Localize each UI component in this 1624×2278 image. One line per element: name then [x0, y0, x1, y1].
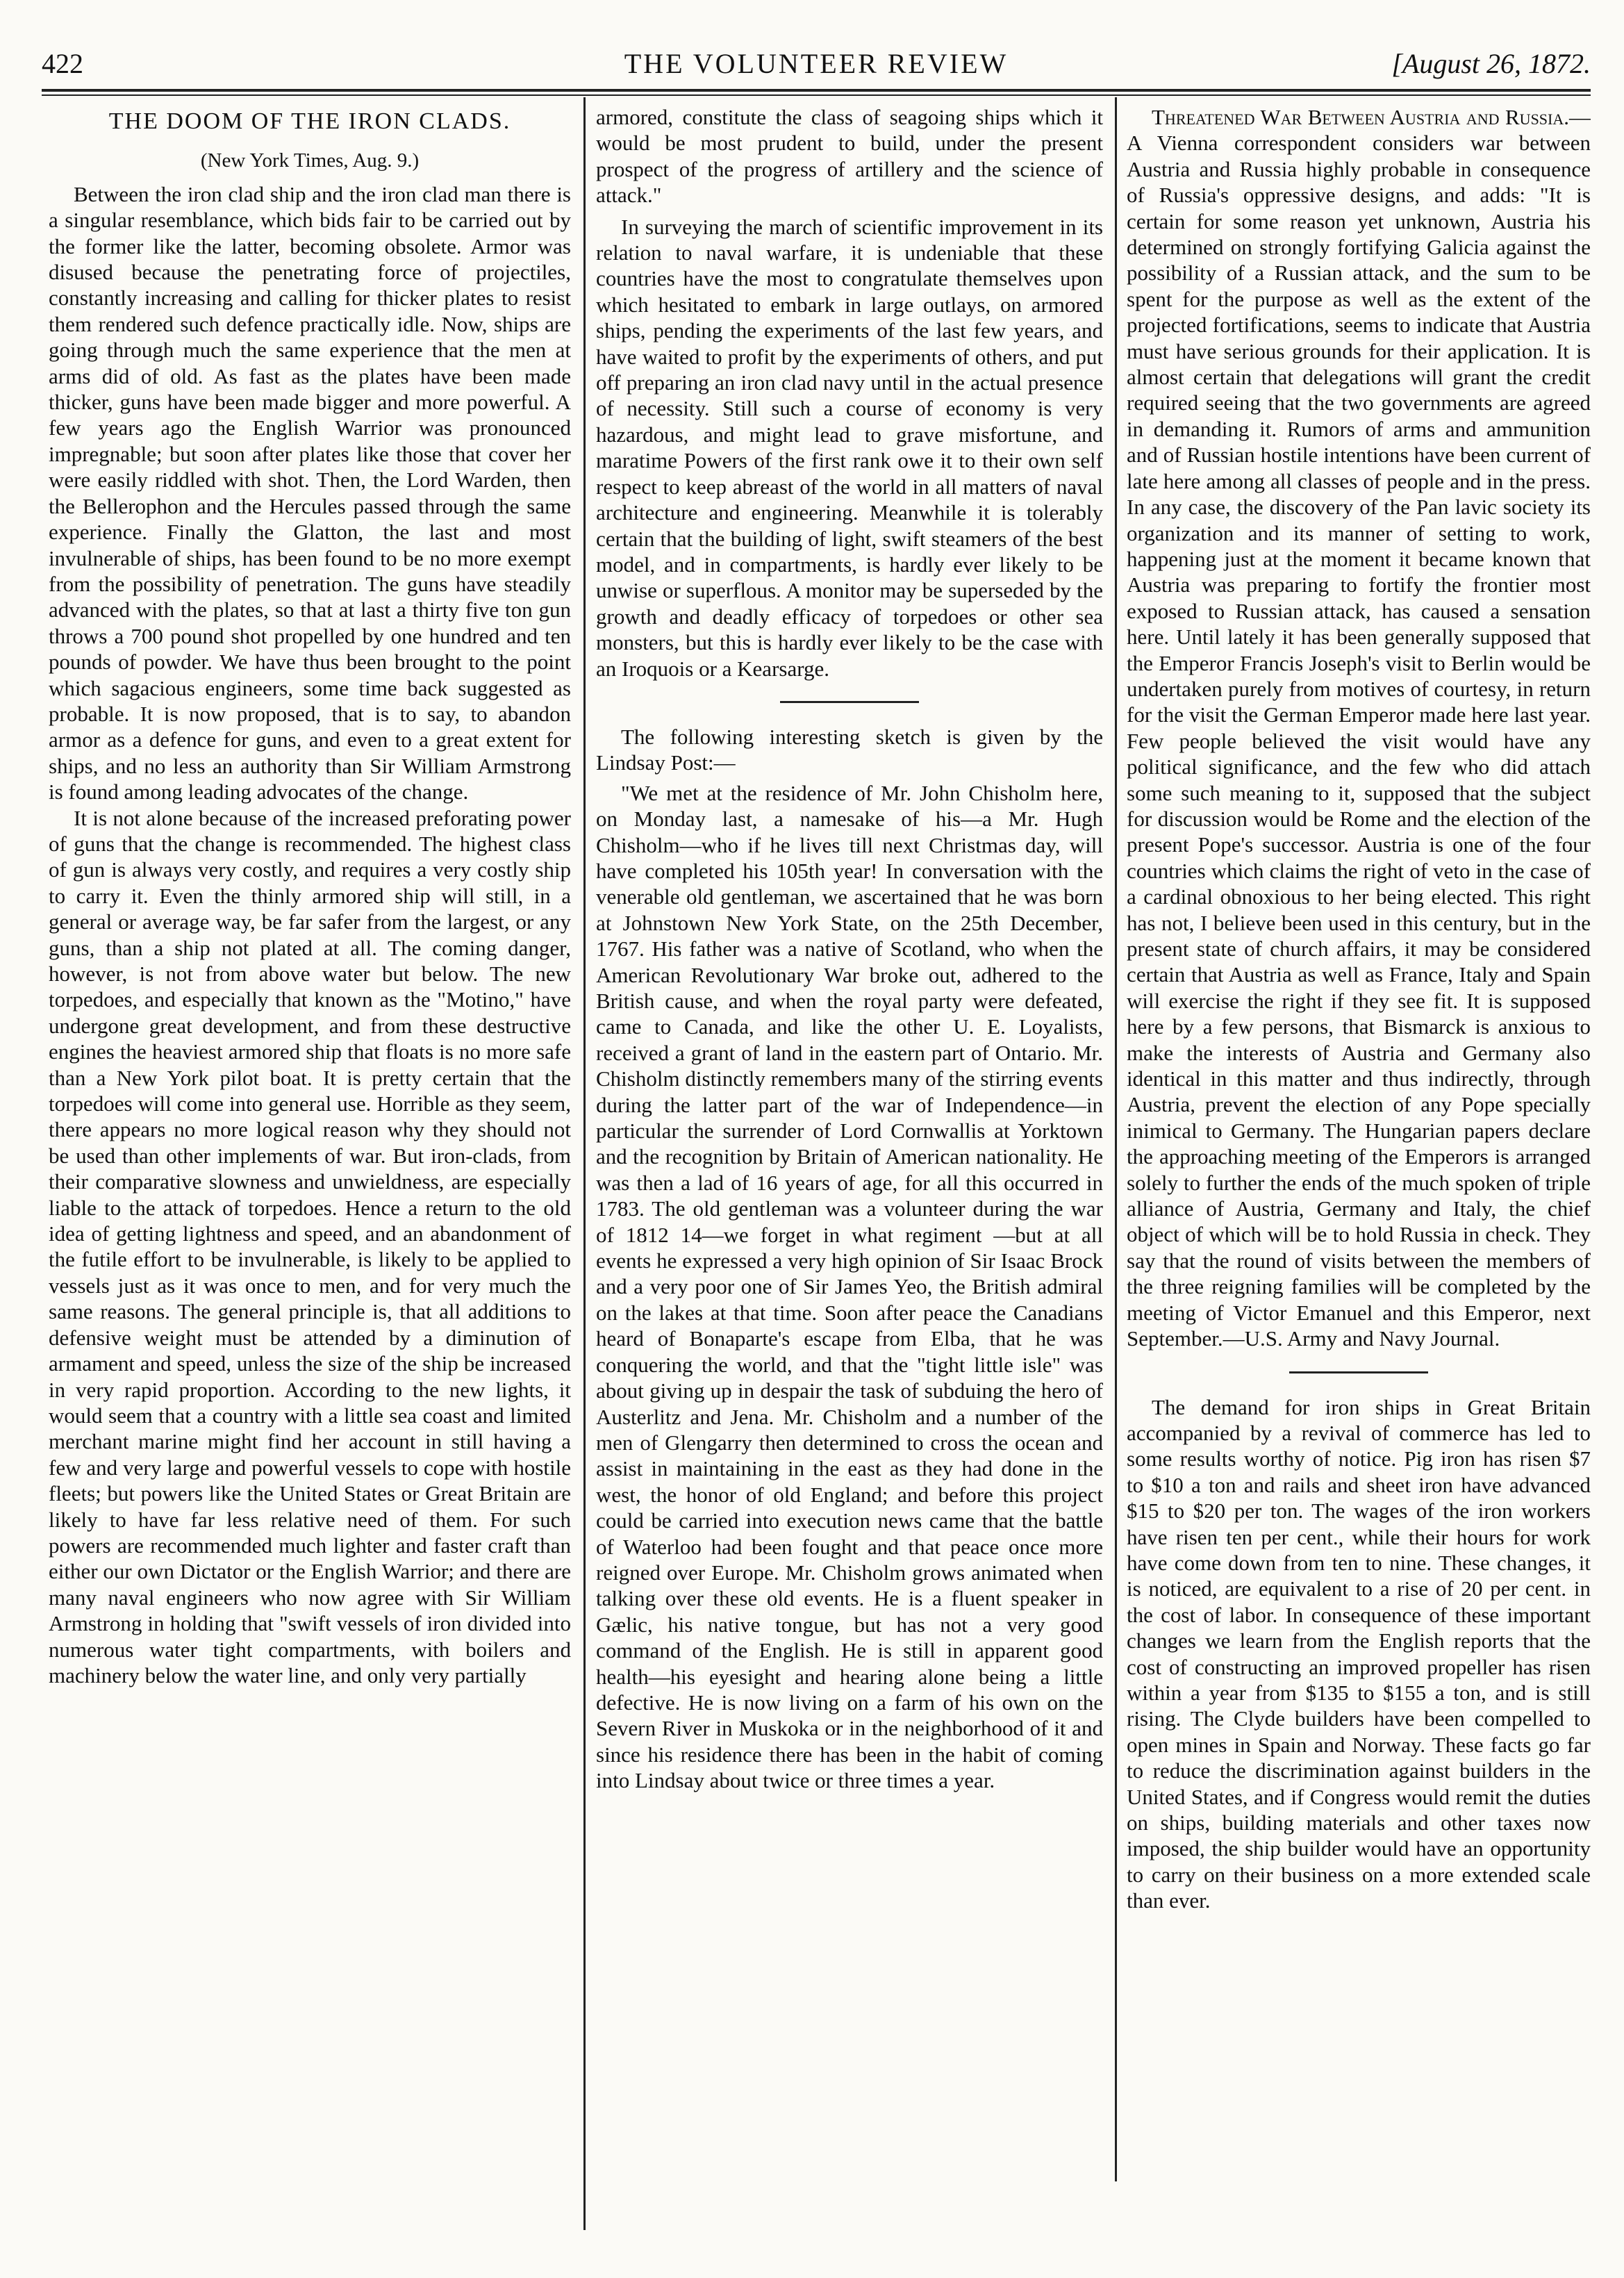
issue-date: [August 26, 1872.	[1391, 48, 1591, 79]
iron-ships-paragraph: The demand for iron ships in Great Britain accompanied by a revival of commerce has led to some results worthy of notice. Pig iron has risen $7 to $10 a ton and rails and sheet iron have advanced $15 to $20 per ton. The wages of the iron workers have risen ten per cent., while their hours for work have come down from ten to nine. These changes, it is noticed, are equivalent to a rise of 20 per cent. in the cost of labor. In consequence of these important changes we learn from the English reports that the cost of constructing an improved propeller has risen within a year from $135 to $155 a ton, and is still rising. The Clyde builders have been compelled to open mines in Spain and Norway. These facts go far to reduce the discrimination against builders in the United States, and if Congress would remit the duties on ships, building materials and other taxes now imposed, the ship builder would have an opportunity to carry on their business on a more extended scale than ever.	[1127, 1394, 1591, 1913]
war-paragraph: —A Vienna correspondent considers war between Austria and Russia highly probable in consequence of Russia's oppressive designs, and adds: "It is certain for some reason yet unknown, Austria his determined on strongly fortifying Galicia against the possibility of a Russian attack, and the sum to be spent for the purpose as well as the extent of the projected fortifications, seems to indicate that Austria must have serious grounds for their application. It is almost certain that delegations will grant the credit required seeing that the two governments are agreed in demanding it. Rumors of arms and ammunition and of Russian hostile intentions have been current of late here among all classes of people and in the press. In any case, the discovery of the Pan lavic society its organization and its manner of setting to work, happening just at the moment it became known that Austria was preparing to fortify the frontier most exposed to Russian attack, has caused a sensation here. Until lately it has been generally supposed that the Emperor Francis Joseph's visit to Berlin would be undertaken purely from motives of courtesy, in return for the visit the German Emperor made here last year. Few people believed the visit would have any political significance, and the few who did attach some such meaning to it, supposed that the subject for discussion would be Rome and the election of the present Pope's successor. Austria is one of the four countries which claims the right of veto in the case of a cardinal obnoxious to her being elected. This right has not, I believe been used in this century, but in the present state of church affairs, it may be considered certain that Austria as well as France, Italy and Spain will exercise the right if they see fit. It is supposed here by a few persons, that Bismarck is anxious to make the interests of Austria and Germany also identical in this matter and thus indirectly, through Austria, prevent the election of any Pope specially inimical to Germany. The Hungarian papers declare the approaching meeting of the Emperors is arranged solely to further the ends of the much spoken of triple alliance of Austria, Germany and Italy, the chief object of which will be to hold Russia in check. They say that the round of visits between the members of the three reigning families will be completed by the meeting of Victor Emanuel and this Emperor, next September.—U.S. Army and Navy Journal.	[1127, 105, 1591, 1351]
article-paragraph: Between the iron clad ship and the iron clad man there is a singular resemblance, which bids fair to be carried out by the former like the latter, becoming obsolete. Armor was disused because the penetrating force of projectiles, constantly increasing and calling for thicker plates to resist them rendered such defence practically idle. Now, ships are going through much the same experience that the men at arms did of old. As fast as the plates have been made thicker, guns have been made bigger and more powerful. A few years ago the English Warrior was pronounced impregnable; but soon after plates like those that cover her were easily riddled with shot. Then, the Lord Warden, then the Bellerophon and the Hercules passed through the same experience. Finally the Glatton, the last and most invulnerable of ships, has been found to be no more exempt from the possibility of penetration. The guns have steadily advanced with the plates, so that at last a thirty five ton gun throws a 700 pound shot propelled by one hundred and ten pounds of powder. We have thus been brought to the point which sagacious engineers, some time back suggested as probable. It is now proposed, that is to say, to abandon armor as a defence for guns, and even to a great extent for ships, and no less an authority than Sir William Armstrong is found among leading advocates of the change.	[49, 181, 571, 804]
column-divider-2	[1115, 97, 1117, 2181]
column-divider-1	[583, 97, 586, 2230]
sketch-intro: The following interesting sketch is given by the Lindsay Post:—	[596, 724, 1103, 775]
column-2	[596, 104, 1103, 2244]
column-3	[1127, 104, 1591, 2244]
page-number: 422	[42, 48, 83, 79]
column-1	[49, 104, 571, 2244]
article-continuation: armored, constitute the class of seagoing ships which it would be most prudent to build, under the present prospect of the progress of artillery and the science of attack."	[596, 105, 1103, 208]
article-headline: THE DOOM OF THE IRON CLADS.	[108, 108, 511, 134]
article-dateline: (New York Times, Aug. 9.)	[200, 149, 420, 172]
sketch-paragraph: "We met at the residence of Mr. John Chisholm here, on Monday last, a namesake of his—a Mr. Hugh Chisholm—who if he lives till next Christmas day, will have completed his 105th year! In conversation with the venerable old gentleman, we ascertained that he was born at Johnstown New York State, on the 25th December, 1767. His father was a native of Scotland, who when the American Revolutionary War broke out, adhered to the British cause, and when the royal party were defeated, came to Canada, and like the other U. E. Loyalists, received a grant of land in the eastern part of Ontario. Mr. Chisholm distinctly remembers many of the stirring events during the latter part of the war of Independence—in particular the surrender of Lord Cornwallis at Yorktown and the recognition by Britain of American nationality. He was then a lad of 16 years of age, for all this occurred in 1783. The old gentleman was a volunteer during the war of 1812 14—we forget in what regiment —but at all events he expressed a very high opinion of Sir Isaac Brock and a very poor one of Sir James Yeo, the British admiral on the lakes at that time. Soon after peace the Canadians heard of Bonaparte's escape from Elba, that he was conquering the world, and that the "tight little isle" was about giving up in despair the task of subduing the hero of Austerlitz and Jena. Mr. Chisholm and a number of the men of Glengarry then determined to cross the ocean and assist in maintaining in the east as they had done in the west, the honor of old England; and before this project could be carried into execution news came that the battle of Waterloo had been fought and that peace once more reigned over Europe. Mr. Chisholm grows animated when talking over these old events. He is a fluent speaker in Gælic, his native tongue, but has not a very good command of the English. He is still in apparent good health—his eyesight and hearing alone being a little defective. He is now living on a farm of his own on the Severn River in Muskoka or in the neighborhood of it and since his residence there has been in the habit of coming into Lindsay about twice or three times a year.	[596, 780, 1103, 1793]
article-separator	[780, 701, 919, 703]
header-rule	[42, 89, 1591, 92]
article-paragraph: In surveying the march of scientific improvement in its relation to naval warfare, it is undeniable that these countries have the most to congratulate themselves upon which hesitated to embark in large outlays, on armored ships, pending the experiments of the last few years, and have waited to profit by the experiments of others, and put off preparing an iron clad navy until in the actual presence of necessity. Still such a course of economy is very hazardous, and might lead to grave misfortune, and maratime Powers of the first rank owe it to their own self respect to keep abreast of the world in all matters of naval architecture and engineering. Meanwhile it is tolerably certain that the building of light, swift steamers of the best model, and in compartments, is hardly ever likely to be unwise or superflous. A monitor may be superseded by the growth and deadly efficacy of torpedoes or other sea monsters, but this is hardly ever likely to be the case with an Iroquois or a Kearsarge.	[596, 214, 1103, 681]
masthead-title: THE VOLUNTEER REVIEW	[624, 48, 1009, 79]
header-rule-thin	[42, 94, 1591, 96]
page-header	[42, 43, 1591, 85]
article-paragraph: It is not alone because of the increased preforating power of guns that the change is recommended. The highest class of gun is always very costly, and requires a very costly ship to carry it. Even the thinly armored ship will still, in a general or average way, be far safer from the largest, or any guns, than a ship not plated at all. The coming danger, however, is not from above water but below. The new torpedoes, and especially that known as the "Motino," have undergone great development, and from these destructive engines the heaviest armored ship that floats is no more safe than a New York pilot boat. It is pretty certain that the torpedoes will come into general use. Horrible as they seem, there appears no more logical reason why they should not be used than other implements of war. But iron-clads, from their comparative slowness and unwieldness, are especially liable to the attack of torpedoes. Hence a return to the old idea of getting lightness and speed, and an abandonment of the futile effort to be invulnerable, is likely to be applied to vessels just as it was once to men, and for very much the same reasons. The general principle is, that all additions to defensive weight must be attended by a diminution of armament and speed, unless the size of the ship be increased in very rapid proportion. According to the new lights, it would seem that a country with a little sea coast and limited merchant marine might find her account in still having a few and very large and powerful vessels to cope with hostile fleets; but powers like the United States or Great Britain are likely to have far less relative need of them. For such powers are recommended much lighter and faster craft than either our own Dictator or the English Warrior; and there are many naval engineers who now agree with Sir William Armstrong in holding that "swift vessels of iron divided into numerous water tight compartments, with boilers and machinery below the water line, and only very partially	[49, 805, 571, 1687]
article-separator	[1289, 1371, 1428, 1373]
runin-heading: Threatened War Between Austria and Russia.	[1152, 105, 1569, 129]
